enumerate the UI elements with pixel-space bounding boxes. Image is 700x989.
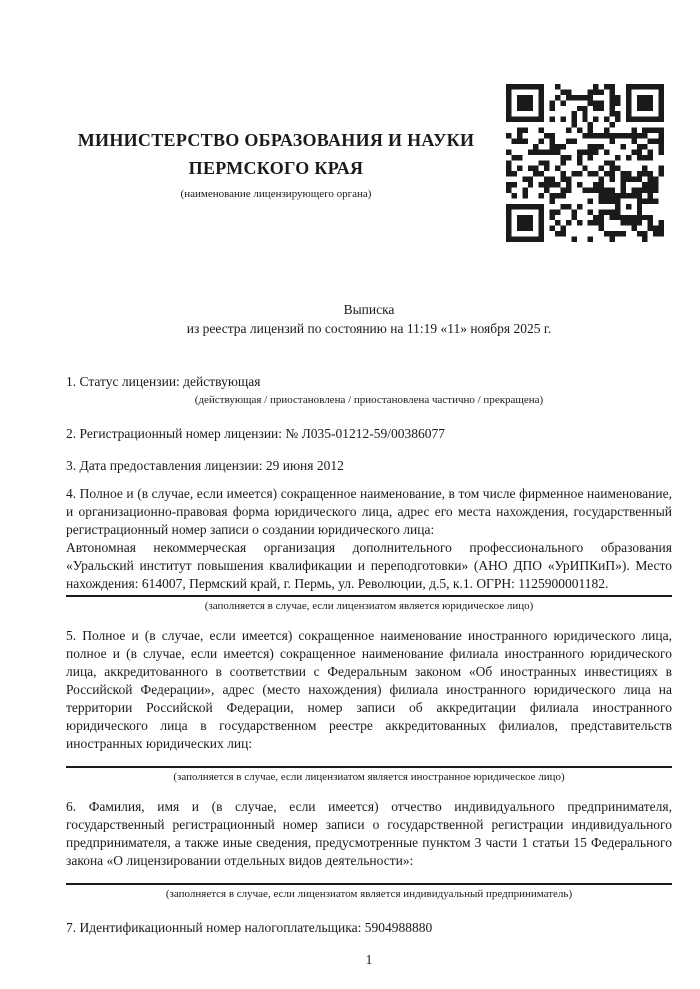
legal-entity-rule — [66, 595, 672, 597]
license-status-options-note: (действующая / приостановлена / приостановлена частично / прекращена) — [194, 394, 544, 406]
foreign-entity-note: (заполняется в случае, если лицензиатом является иностранное юридическое лицо) — [173, 771, 565, 783]
extract-subtitle: из реестра лицензий по состоянию на 11:19 «11» ноября 2025 г. — [186, 321, 552, 336]
extract-title: Выписка — [343, 302, 395, 317]
ministry-name-line2: ПЕРМСКОГО КРАЯ — [188, 158, 364, 178]
ministry-name-line1: МИНИСТЕРСТВО ОБРАЗОВАНИЯ И НАУКИ — [77, 130, 475, 150]
licensing-authority-caption: (наименование лицензирующего органа) — [180, 188, 372, 200]
entrepreneur-clause: 6. Фамилия, имя и (в случае, если имеется) отчество индивидуального предпринимателя, государственный регистрационный номер записи о государственной регистрации индивидуального предпринимателя, а также иные сведения, предусмотренные пунктом 3 части 1 статьи 15 Федерального закона «О лицензировании отдельных видов деятельности»: — [66, 799, 672, 868]
legal-entity-note: (заполняется в случае, если лицензиатом является юридическое лицо) — [204, 600, 534, 612]
license-reg-number: 2. Регистрационный номер лицензии: № Л035-01212-59/00386077 — [66, 426, 446, 441]
legal-entity-clause: 4. Полное и (в случае, если имеется) сокращенное наименование, в том числе фирменное наименование, и организационно-правовая форма юридического лица, адрес его места нахождения, государственный регистрационный номер записи о создании юридического лица: — [66, 486, 672, 537]
foreign-entity-clause: 5. Полное и (в случае, если имеется) сокращенное наименование иностранного юридического лица, полное и (в случае, если имеется) сокращенное наименование филиала иностранного юридического лица, аккредитованного в соответствии с Федеральным законом «Об иностранных инвестициях в Российской Федерации», адрес (место нахождения) филиала иностранного юридического лица на территории Российской Федерации, номер записи об аккредитации филиала иностранного юридического лица в государственном реестре аккредитованных филиалов, представительств иностранных юридических лиц: — [66, 628, 672, 751]
license-grant-date: 3. Дата предоставления лицензии: 29 июня 2012 — [66, 458, 344, 473]
legal-entity-value: Автономная некоммерческая организация дополнительного профессионального образования «Уральский институт повышения квалификации и переподготовки» (АНО ДПО «УрИПКиП»). Место нахождения: 614007, Пермский край, г. Пермь, ул. Революции, д.5, к.1. ОГРН: 1125900001182. — [66, 540, 672, 591]
foreign-entity-blank-line — [66, 766, 672, 768]
taxpayer-inn: 7. Идентификационный номер налогоплательщика: 5904988880 — [66, 920, 433, 935]
extract-title-block — [66, 300, 672, 338]
license-status: 1. Статус лицензии: действующая — [66, 374, 261, 389]
document-body — [66, 0, 672, 969]
entrepreneur-note: (заполняется в случае, если лицензиатом является индивидуальный предприниматель) — [165, 888, 573, 900]
page-number: 1 — [365, 952, 373, 967]
entrepreneur-blank-line — [66, 883, 672, 885]
